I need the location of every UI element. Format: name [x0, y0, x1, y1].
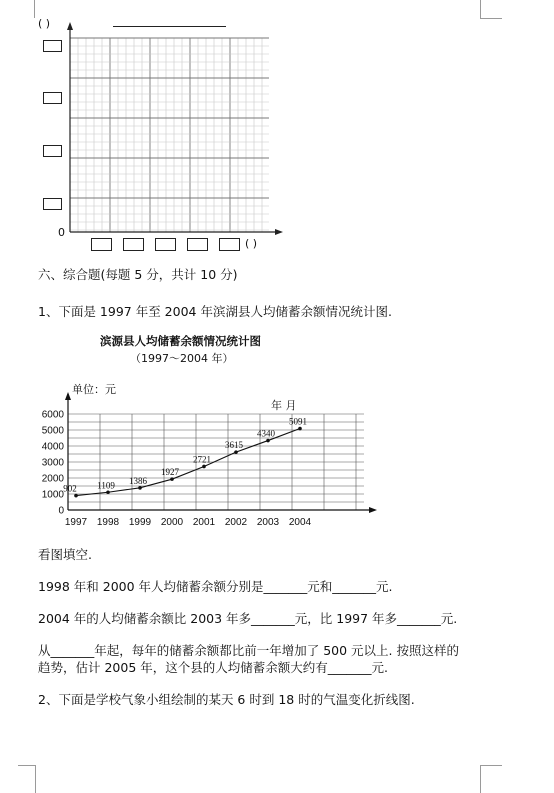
question-line-1: 1998 年和 2000 年人均储蓄余额分别是_______元和_______元. [38, 579, 393, 594]
x-label-box-5[interactable] [219, 238, 240, 251]
y-label-box-2[interactable] [43, 92, 62, 104]
chart-ytick-label: 0 [58, 505, 64, 517]
section-heading: 六、综合题(每题 5 分，共计 10 分) [38, 267, 238, 282]
x-label-box-2[interactable] [123, 238, 144, 251]
chart-xtick-label: 2000 [160, 517, 184, 528]
x-axis-arrow [275, 229, 283, 235]
top-paren-label: ( ) [38, 17, 51, 30]
corner-mark-top-left [34, 0, 35, 18]
savings-data-point [106, 490, 110, 494]
savings-data-point [266, 439, 270, 443]
origin-label: 0 [58, 226, 65, 239]
question-line-3a: 从_______年起，每年的储蓄余额都比前一年增加了 500 元以上. 按照这样的 [38, 643, 460, 658]
chart-ytick-label: 5000 [41, 425, 64, 437]
corner-mark-bottom-right-h [480, 765, 502, 766]
savings-data-point [170, 477, 174, 481]
savings-data-label: 5091 [289, 416, 307, 427]
chart-ytick-label: 6000 [41, 409, 64, 421]
savings-data-label: 902 [63, 483, 77, 494]
savings-data-point [202, 465, 206, 469]
y-axis-arrow [67, 22, 73, 30]
savings-data-label: 4340 [257, 428, 275, 439]
savings-line-chart [30, 385, 350, 535]
y-label-box-3[interactable] [43, 145, 62, 157]
savings-data-point [74, 494, 78, 498]
savings-data-label: 1109 [97, 480, 115, 491]
chart-xtick-label: 1997 [64, 517, 88, 528]
corner-mark-bottom-right [480, 765, 481, 793]
chart-x-arrow [369, 507, 377, 513]
x-label-box-1[interactable] [91, 238, 112, 251]
chart-unit-label: 单位：元 [72, 383, 116, 396]
savings-data-label: 2721 [193, 454, 211, 465]
savings-data-label: 3615 [225, 440, 243, 451]
chart-y-arrow [65, 392, 71, 400]
chart-ytick-label: 4000 [41, 441, 64, 453]
chart-xtick-label: 2001 [192, 517, 216, 528]
savings-data-point [298, 427, 302, 431]
chart-date-label: 年 月 [271, 399, 297, 412]
blank-grid [55, 25, 285, 255]
savings-data-label: 1927 [161, 467, 179, 478]
chart-title: 滨源县人均储蓄余额情况统计图 [100, 334, 261, 348]
chart-ytick-label: 1000 [41, 489, 64, 501]
question-line-3b: 趋势，估计 2005 年，这个县的人均储蓄余额大约有_______元. [38, 660, 388, 675]
savings-data-point [234, 450, 238, 454]
chart-ytick-label: 3000 [41, 457, 64, 469]
chart-xtick-label: 1998 [96, 517, 120, 528]
chart-subtitle: （1997～2004 年） [130, 352, 234, 365]
fill-in-prompt: 看图填空. [38, 547, 92, 562]
chart-xtick-label: 2004 [288, 517, 312, 528]
q1-intro: 1、下面是 1997 年至 2004 年滨湖县人均储蓄余额情况统计图. [38, 304, 392, 319]
x-label-box-4[interactable] [187, 238, 208, 251]
savings-data-point [138, 486, 142, 490]
corner-mark-top-right-h [480, 18, 502, 19]
chart-xtick-label: 2003 [256, 517, 280, 528]
x-label-box-3[interactable] [155, 238, 176, 251]
corner-mark-top-right [480, 0, 481, 18]
corner-mark-bottom-left-v [35, 765, 36, 793]
question-line-2: 2004 年的人均储蓄余额比 2003 年多_______元，比 1997 年多_______元. [38, 611, 458, 626]
y-label-box-1[interactable] [43, 40, 62, 52]
chart-xtick-label: 2002 [224, 517, 248, 528]
chart-ytick-label: 2000 [41, 473, 64, 485]
savings-data-label: 1386 [129, 475, 147, 486]
chart-xtick-label: 1999 [128, 517, 152, 528]
x-paren-label: ( ) [245, 237, 258, 250]
y-label-box-4[interactable] [43, 198, 62, 210]
corner-mark-bottom-left [18, 765, 36, 766]
q2-intro: 2、下面是学校气象小组绘制的某天 6 时到 18 时的气温变化折线图. [38, 692, 415, 707]
